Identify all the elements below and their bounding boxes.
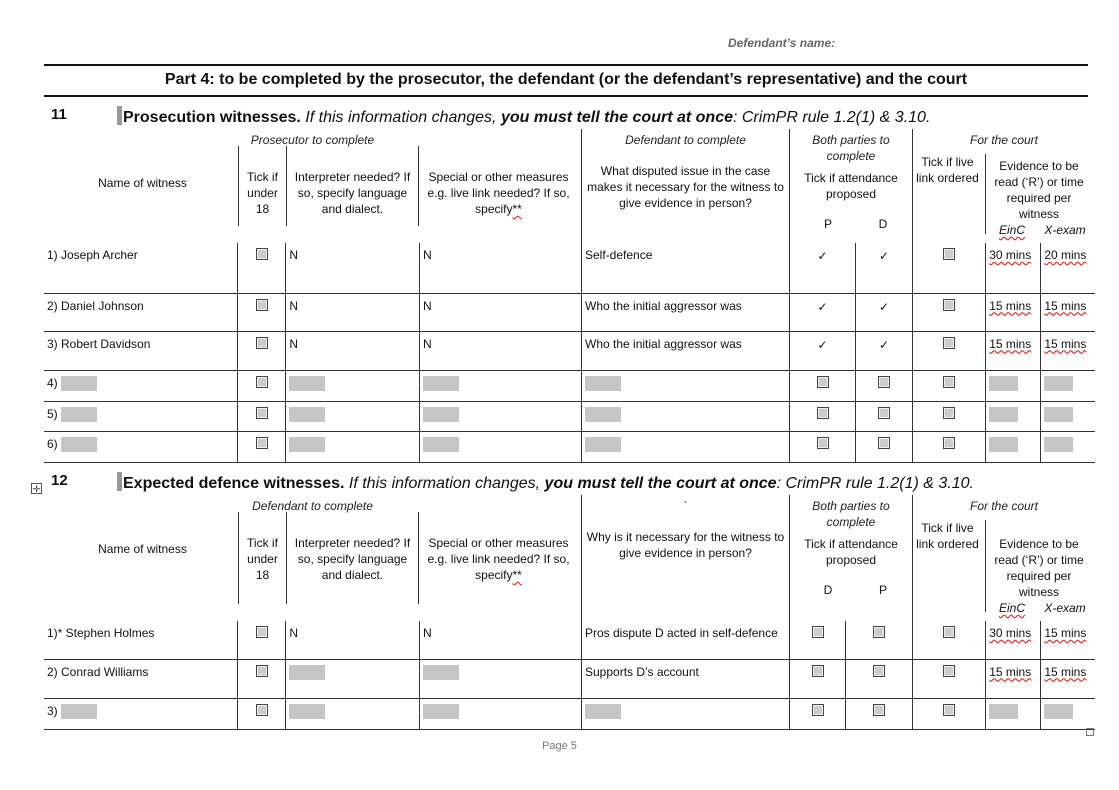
- attendance-first-checkbox[interactable]: [812, 704, 824, 716]
- einc-cell: [986, 370, 1041, 401]
- witness-name-cell-text: 3) Robert Davidson: [47, 336, 151, 351]
- witness-name-cell: [44, 331, 237, 370]
- attendance-second-cell: [856, 243, 913, 293]
- interpreter-cell: [286, 659, 420, 698]
- special-measures-cell: [420, 621, 582, 659]
- col-xexam: X-exam: [1044, 601, 1086, 615]
- section-11-number: 11: [51, 106, 67, 123]
- under-18-checkbox[interactable]: [256, 299, 268, 311]
- einc-cell-text: 30 mins: [989, 248, 1032, 262]
- xexam-cell-text: 15 mins: [1044, 664, 1087, 679]
- col-why-necessary: Why is it necessary for the witness to give evidence in person?: [586, 530, 785, 560]
- witness-name-cell: [44, 243, 237, 293]
- live-link-cell: [913, 659, 986, 698]
- special-measures-field[interactable]: [423, 376, 459, 391]
- live-link-checkbox[interactable]: [943, 299, 955, 311]
- interpreter-field[interactable]: [289, 407, 325, 422]
- attendance-first-cell: [790, 431, 856, 462]
- interpreter-cell: [286, 293, 420, 331]
- interpreter-cell-text: N: [289, 626, 299, 640]
- einc-cell: [986, 401, 1041, 431]
- witness-name-cell: [44, 293, 237, 331]
- col-both-parties-cell: [790, 495, 913, 621]
- einc-cell: [986, 431, 1041, 462]
- issue-cell-text: Who the initial aggressor was: [585, 336, 742, 351]
- attendance-first-cell: [790, 243, 856, 293]
- einc-field[interactable]: [989, 407, 1018, 422]
- attendance-second-checkbox[interactable]: [878, 376, 890, 388]
- attendance-second-cell: [856, 331, 913, 370]
- col-interpreter: Interpreter needed? If so, specify language and dialect.: [286, 146, 418, 226]
- attendance-first-cell: [790, 621, 846, 659]
- interpreter-cell: [286, 401, 420, 431]
- xexam-cell-text: 15 mins: [1044, 298, 1087, 313]
- col-live-link: Tick if live link ordered: [913, 520, 986, 612]
- special-measures-cell-text: N: [423, 336, 432, 351]
- special-measures-cell-text: N: [423, 298, 432, 313]
- special-measures-field[interactable]: [423, 407, 459, 422]
- table-resize-handle-icon[interactable]: [1086, 728, 1094, 736]
- interpreter-cell: [286, 243, 420, 293]
- interpreter-field[interactable]: [289, 704, 325, 719]
- witness-name-cell: [44, 621, 237, 659]
- xexam-cell-text: 15 mins: [1044, 626, 1087, 640]
- interpreter-cell-text: N: [289, 248, 299, 262]
- interpreter-cell: [286, 370, 420, 401]
- xexam-cell: [1041, 621, 1095, 659]
- attendance-second-checkbox[interactable]: [878, 437, 890, 449]
- einc-cell: [986, 698, 1041, 729]
- xexam-field[interactable]: [1044, 704, 1073, 719]
- xexam-cell-text: 20 mins: [1044, 248, 1087, 262]
- witness-name-cell-text: 6): [47, 436, 58, 451]
- attendance-second-cell-text: ✓: [878, 249, 890, 263]
- issue-cell: [582, 293, 790, 331]
- special-measures-cell-text: N: [423, 626, 432, 640]
- issue-field[interactable]: [585, 437, 621, 452]
- interpreter-field[interactable]: [289, 437, 325, 452]
- live-link-checkbox[interactable]: [943, 407, 955, 419]
- under-18-checkbox[interactable]: [256, 337, 268, 349]
- einc-cell: [986, 331, 1041, 370]
- witness-name-cell: [44, 401, 237, 431]
- witness-name-cell-text: 2) Daniel Johnson: [47, 298, 144, 313]
- col-under-18: Tick if under 18: [238, 146, 286, 226]
- witness-name-cell-text: 1) Joseph Archer: [47, 248, 138, 262]
- col-issue-cell: [582, 129, 790, 243]
- col-attendance: Tick if attendance proposed: [804, 171, 898, 201]
- col-attendance: Tick if attendance proposed: [804, 537, 898, 567]
- under-18-cell: [237, 659, 286, 698]
- attendance-second-checkbox[interactable]: [873, 704, 885, 716]
- live-link-checkbox[interactable]: [943, 704, 955, 716]
- issue-cell-text: Self-defence: [585, 248, 653, 262]
- col-xexam: X-exam: [1044, 223, 1086, 237]
- einc-cell-text: 30 mins: [989, 626, 1032, 640]
- witness-name-field[interactable]: [61, 704, 97, 719]
- attendance-first-checkbox[interactable]: [812, 665, 824, 677]
- einc-field[interactable]: [989, 437, 1018, 452]
- col-issue-cell: [582, 495, 790, 621]
- attendance-second-cell: [846, 621, 913, 659]
- attendance-second-checkbox[interactable]: [873, 665, 885, 677]
- col-both-parties-cell: [790, 129, 913, 243]
- attendance-first-checkbox[interactable]: [812, 626, 824, 638]
- under-18-cell: [237, 331, 286, 370]
- group-defendant-cell: [44, 495, 582, 621]
- group-prosecutor-cell: [44, 129, 582, 243]
- witness-name-field[interactable]: [61, 407, 97, 422]
- special-measures-cell: [420, 659, 582, 698]
- col-name-of-witness: Name of witness: [98, 176, 187, 190]
- table-row: [44, 370, 1095, 401]
- under-18-checkbox[interactable]: [256, 626, 268, 638]
- witness-name-cell-text: 5): [47, 406, 58, 421]
- issue-cell-text: Who the initial aggressor was: [585, 298, 742, 313]
- attendance-second-cell: [856, 370, 913, 401]
- under-18-cell: [237, 293, 286, 331]
- col-live-link: Tick if live link ordered: [913, 154, 986, 234]
- einc-field[interactable]: [989, 376, 1018, 391]
- attendance-second-checkbox[interactable]: [878, 407, 890, 419]
- witness-name-cell: [44, 370, 237, 401]
- attendance-first-cell: [790, 331, 856, 370]
- issue-cell: [582, 698, 790, 729]
- col-einc: EinC: [998, 223, 1025, 237]
- table-row: [44, 331, 1095, 370]
- section-12-title: Expected defence witnesses. If this information changes, you must tell the court at once: CrimPR rule 1.2(1) & 3.10.: [117, 472, 974, 493]
- live-link-checkbox[interactable]: [943, 376, 955, 388]
- issue-field[interactable]: [585, 407, 621, 422]
- einc-cell-text: 15 mins: [989, 336, 1032, 351]
- live-link-checkbox[interactable]: [943, 248, 955, 260]
- xexam-field[interactable]: [1044, 437, 1073, 452]
- live-link-checkbox[interactable]: [943, 437, 955, 449]
- issue-cell: [582, 401, 790, 431]
- special-measures-cell: [420, 243, 582, 293]
- col-court-cell: [913, 129, 1096, 243]
- special-measures-cell-text: N: [423, 248, 432, 262]
- col-special-measures: Special or other measures e.g. live link needed? If so, specify**: [418, 146, 578, 226]
- col-interpreter: Interpreter needed? If so, specify language and dialect.: [286, 512, 418, 604]
- live-link-cell: [913, 401, 986, 431]
- special-measures-cell: [420, 401, 582, 431]
- live-link-cell: [913, 243, 986, 293]
- einc-cell: [986, 621, 1041, 659]
- attendance-first-checkbox[interactable]: [817, 407, 829, 419]
- issue-cell: [582, 431, 790, 462]
- under-18-checkbox[interactable]: [256, 437, 268, 449]
- part-rule: [44, 95, 1088, 97]
- under-18-cell: [237, 401, 286, 431]
- attendance-first-cell: [790, 370, 856, 401]
- prosecution-witnesses-table: [44, 129, 1095, 463]
- under-18-cell: [237, 370, 286, 401]
- col-sub-d: D: [823, 583, 833, 597]
- section-12-marker: [117, 472, 122, 491]
- attendance-first-checkbox[interactable]: [817, 437, 829, 449]
- xexam-cell: [1041, 370, 1095, 401]
- issue-cell: [582, 621, 790, 659]
- attendance-first-cell-text: ✓: [817, 337, 828, 352]
- xexam-cell: [1041, 698, 1095, 729]
- col-court-cell: [913, 495, 1096, 621]
- witness-name-cell: [44, 698, 237, 729]
- top-rule: [44, 64, 1088, 66]
- under-18-checkbox[interactable]: [256, 665, 268, 677]
- table-row: [44, 243, 1095, 293]
- live-link-cell: [913, 331, 986, 370]
- attendance-second-cell: [856, 401, 913, 431]
- interpreter-cell: [286, 331, 420, 370]
- interpreter-cell: [286, 431, 420, 462]
- attendance-second-checkbox[interactable]: [873, 626, 885, 638]
- col-name-of-witness: Name of witness: [98, 542, 187, 556]
- interpreter-field[interactable]: [289, 376, 325, 391]
- header-row: [44, 495, 1095, 621]
- attendance-second-cell: [856, 293, 913, 331]
- under-18-cell: [237, 431, 286, 462]
- col-evidence: Evidence to be read (‘R’) or time required per witness: [994, 537, 1084, 599]
- col-sub-d: D: [878, 217, 888, 231]
- under-18-checkbox[interactable]: [256, 704, 268, 716]
- live-link-checkbox[interactable]: [943, 626, 955, 638]
- witness-name-cell-text: 3): [47, 703, 58, 718]
- attendance-first-cell: [790, 293, 856, 331]
- attendance-second-cell-text: ✓: [878, 299, 890, 314]
- xexam-cell: [1041, 243, 1095, 293]
- under-18-cell: [237, 621, 286, 659]
- col-under-18: Tick if under 18: [238, 512, 286, 604]
- witness-name-cell: [44, 659, 237, 698]
- interpreter-cell: [286, 621, 420, 659]
- witness-name-cell-text: 1)* Stephen Holmes: [47, 626, 155, 640]
- witness-name-field[interactable]: [61, 376, 97, 391]
- special-measures-cell: [420, 431, 582, 462]
- live-link-cell: [913, 293, 986, 331]
- under-18-checkbox[interactable]: [256, 376, 268, 388]
- col-special-measures: Special or other measures e.g. live link needed? If so, specify**: [418, 512, 578, 604]
- special-measures-field[interactable]: [423, 665, 459, 680]
- einc-cell: [986, 293, 1041, 331]
- table-move-handle-icon[interactable]: ✛: [32, 484, 41, 494]
- group-court: For the court: [969, 133, 1039, 147]
- special-measures-field[interactable]: [423, 437, 459, 452]
- witness-name-cell-text: 4): [47, 375, 58, 390]
- einc-field[interactable]: [989, 704, 1018, 719]
- col-sub-p: P: [823, 217, 832, 231]
- live-link-cell: [913, 698, 986, 729]
- group-defendant: Defendant to complete: [625, 133, 746, 147]
- special-measures-cell: [420, 698, 582, 729]
- interpreter-cell-text: N: [289, 336, 299, 351]
- xexam-field[interactable]: [1044, 407, 1073, 422]
- attendance-first-cell-text: ✓: [817, 299, 828, 314]
- table-row: [44, 659, 1095, 698]
- section-12-number: 12: [51, 472, 68, 489]
- header-row: [44, 129, 1095, 243]
- col-einc: EinC: [998, 601, 1025, 615]
- section-11-title: Prosecution witnesses. If this information changes, you must tell the court at once: CrimPR rule 1.2(1) & 3.10.: [117, 106, 930, 127]
- group-stray-mark: `: [683, 499, 688, 513]
- xexam-cell: [1041, 331, 1095, 370]
- issue-cell-text: Supports D’s account: [585, 664, 699, 679]
- col-disputed-issue: What disputed issue in the case makes it necessary for the witness to give evidence in person?: [587, 164, 784, 210]
- defendant-name-label: Defendant’s name:: [728, 36, 836, 50]
- section-11-marker: [117, 106, 122, 125]
- col-evidence: Evidence to be read (‘R’) or time required per witness: [994, 159, 1084, 221]
- live-link-cell: [913, 621, 986, 659]
- under-18-checkbox[interactable]: [256, 248, 268, 260]
- defence-witnesses-table: [44, 495, 1095, 730]
- issue-field[interactable]: [585, 704, 621, 719]
- xexam-field[interactable]: [1044, 376, 1073, 391]
- witness-name-cell: [44, 431, 237, 462]
- table-row: [44, 401, 1095, 431]
- table-row: [44, 621, 1095, 659]
- issue-cell: [582, 659, 790, 698]
- group-court: For the court: [969, 499, 1039, 513]
- attendance-first-cell: [790, 698, 846, 729]
- col-sub-p: P: [878, 583, 887, 597]
- special-measures-cell: [420, 293, 582, 331]
- table-row: [44, 293, 1095, 331]
- live-link-checkbox[interactable]: [943, 337, 955, 349]
- interpreter-cell-text: N: [289, 298, 299, 313]
- xexam-cell: [1041, 659, 1095, 698]
- xexam-cell: [1041, 293, 1095, 331]
- attendance-first-cell: [790, 659, 846, 698]
- witness-name-field[interactable]: [61, 437, 97, 452]
- group-both-parties: Both parties to complete: [812, 499, 890, 529]
- live-link-cell: [913, 431, 986, 462]
- issue-cell: [582, 370, 790, 401]
- issue-cell: [582, 331, 790, 370]
- group-defendant: Defendant to complete: [252, 499, 373, 513]
- under-18-cell: [237, 698, 286, 729]
- interpreter-cell: [286, 698, 420, 729]
- issue-cell: [582, 243, 790, 293]
- special-measures-cell: [420, 370, 582, 401]
- attendance-second-cell: [846, 659, 913, 698]
- attendance-first-cell: [790, 401, 856, 431]
- page-number: Page 5: [542, 740, 577, 752]
- special-measures-cell: [420, 331, 582, 370]
- live-link-checkbox[interactable]: [943, 665, 955, 677]
- issue-field[interactable]: [585, 376, 621, 391]
- xexam-cell: [1041, 401, 1095, 431]
- part-title: Part 4: to be completed by the prosecutor, the defendant (or the defendant’s representative) and the court: [164, 71, 968, 88]
- einc-cell-text: 15 mins: [989, 298, 1032, 313]
- attendance-second-cell: [856, 431, 913, 462]
- live-link-cell: [913, 370, 986, 401]
- interpreter-field[interactable]: [289, 665, 325, 680]
- einc-cell-text: 15 mins: [989, 664, 1032, 679]
- under-18-checkbox[interactable]: [256, 407, 268, 419]
- witness-name-cell-text: 2) Conrad Williams: [47, 664, 149, 679]
- attendance-first-cell-text: ✓: [817, 249, 828, 263]
- xexam-cell-text: 15 mins: [1044, 336, 1087, 351]
- einc-cell: [986, 659, 1041, 698]
- table-row: [44, 698, 1095, 729]
- xexam-cell: [1041, 431, 1095, 462]
- special-measures-field[interactable]: [423, 704, 459, 719]
- einc-cell: [986, 243, 1041, 293]
- table-row: [44, 431, 1095, 462]
- attendance-second-cell: [846, 698, 913, 729]
- group-prosecutor: Prosecutor to complete: [250, 133, 375, 147]
- issue-cell-text: Pros dispute D acted in self-defence: [585, 626, 778, 640]
- attendance-first-checkbox[interactable]: [817, 376, 829, 388]
- attendance-second-cell-text: ✓: [878, 337, 890, 352]
- group-both-parties: Both parties to complete: [812, 133, 890, 163]
- under-18-cell: [237, 243, 286, 293]
